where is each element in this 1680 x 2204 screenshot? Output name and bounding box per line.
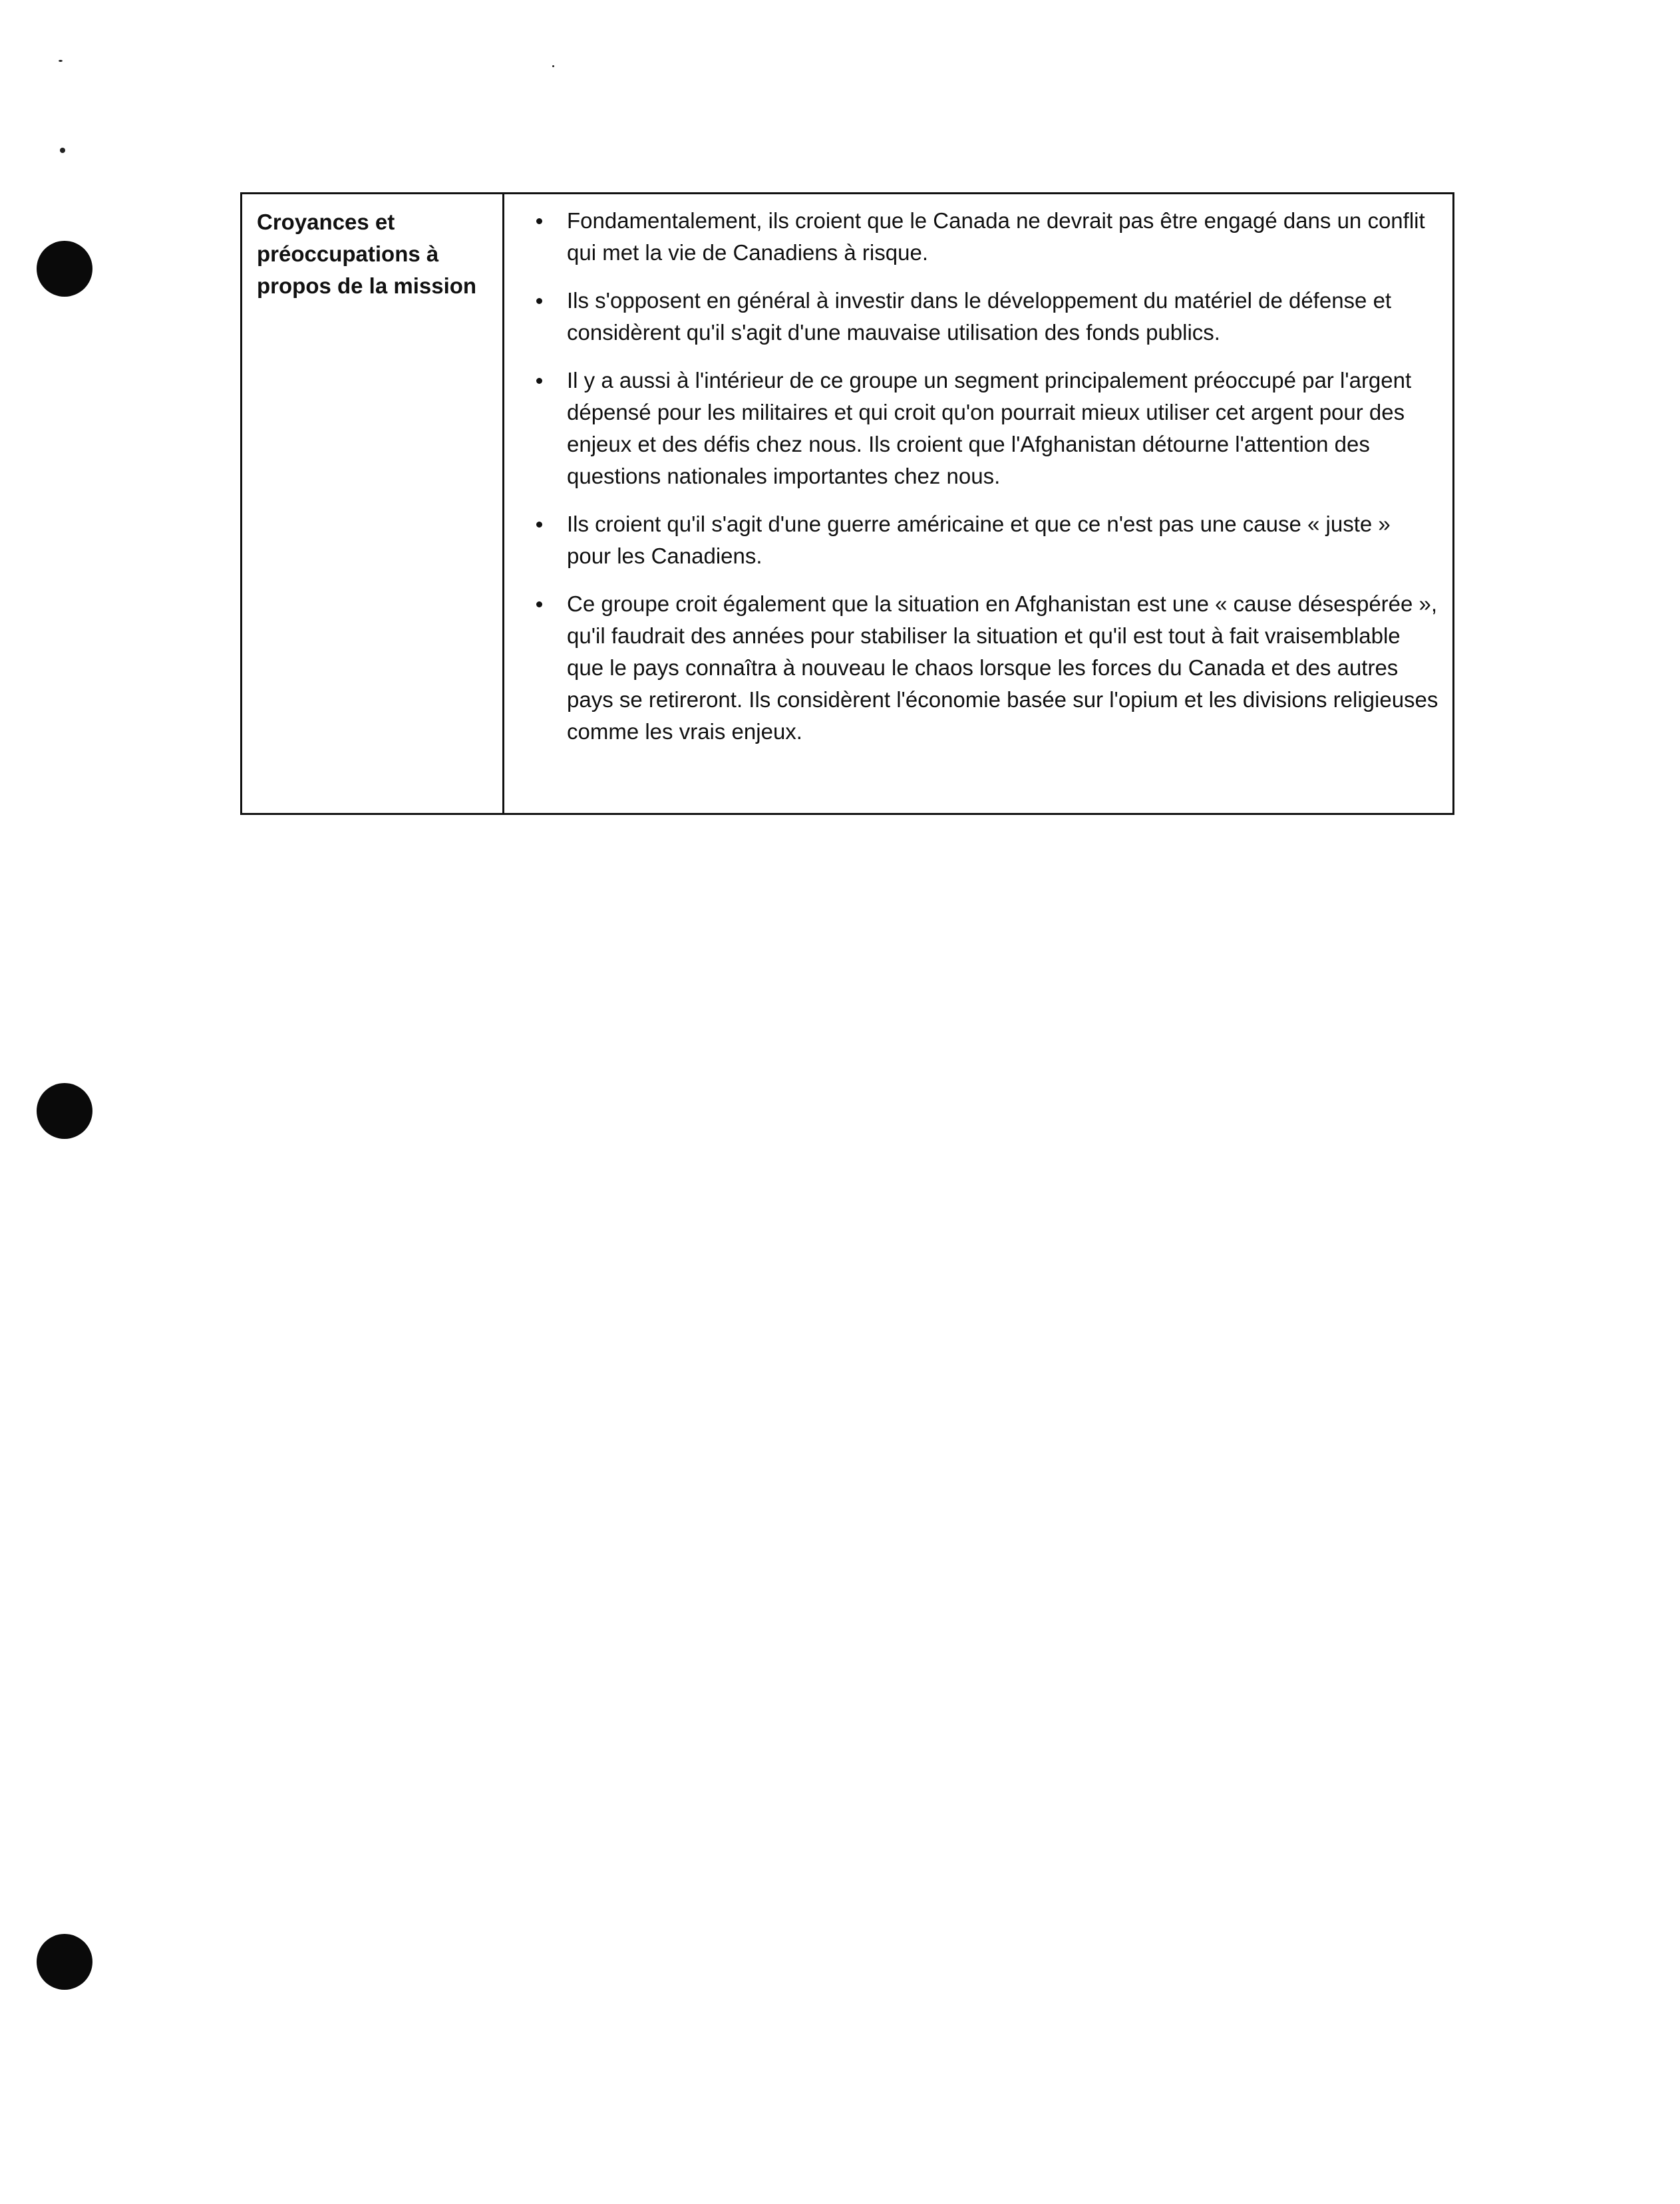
bullet-text: Ils s'opposent en général à investir dans le développement du matériel de défense et considèrent qu'il s'agit d'une mauvaise utilisation des fonds publics.	[567, 288, 1392, 345]
bullet-text: Ils croient qu'il s'agit d'une guerre américaine et que ce n'est pas une cause « juste » pour les Canadiens.	[567, 512, 1391, 568]
scan-speck	[59, 60, 63, 62]
bullet-item	[531, 508, 1439, 572]
bullet-dot-icon	[536, 601, 542, 607]
scan-speck	[552, 65, 554, 67]
bullet-item	[531, 588, 1439, 748]
bullets-cell	[504, 194, 1452, 813]
bullet-dot-icon	[536, 218, 542, 224]
bullet-item	[531, 205, 1439, 269]
bullet-text: Il y a aussi à l'intérieur de ce groupe un segment principalement préoccupé par l'argent dépensé pour les militaires et qui croit qu'on pourrait mieux utiliser cet argent pour des enjeux et des défis chez nous. Ils croient que l'Afghanistan détourne l'attention des questions nationales importantes chez nous.	[567, 368, 1412, 488]
bullet-text: Ce groupe croit également que la situation en Afghanistan est une « cause désespérée », qu'il faudrait des années pour stabiliser la situation et qu'il est tout à fait vraisemblable que le pays connaîtra à nouveau le chaos lorsque les forces du Canada et des autres pays se retireront. Ils considèrent l'économie basée sur l'opium et les divisions religieuses comme les vrais enjeux.	[567, 591, 1438, 744]
binder-hole	[37, 241, 92, 297]
row-label: Croyances et préoccupations à propos de la mission	[242, 194, 504, 813]
scan-speck	[60, 148, 65, 153]
bullet-item	[531, 365, 1439, 492]
bullet-dot-icon	[536, 298, 542, 304]
bullet-item	[531, 285, 1439, 349]
bullet-list	[531, 205, 1439, 748]
bullet-dot-icon	[536, 522, 542, 528]
binder-hole	[37, 1934, 92, 1990]
bullet-text: Fondamentalement, ils croient que le Canada ne devrait pas être engagé dans un conflit qui met la vie de Canadiens à risque.	[567, 208, 1425, 265]
binder-hole	[37, 1083, 92, 1139]
mission-beliefs-table	[240, 192, 1454, 815]
bullet-dot-icon	[536, 378, 542, 384]
